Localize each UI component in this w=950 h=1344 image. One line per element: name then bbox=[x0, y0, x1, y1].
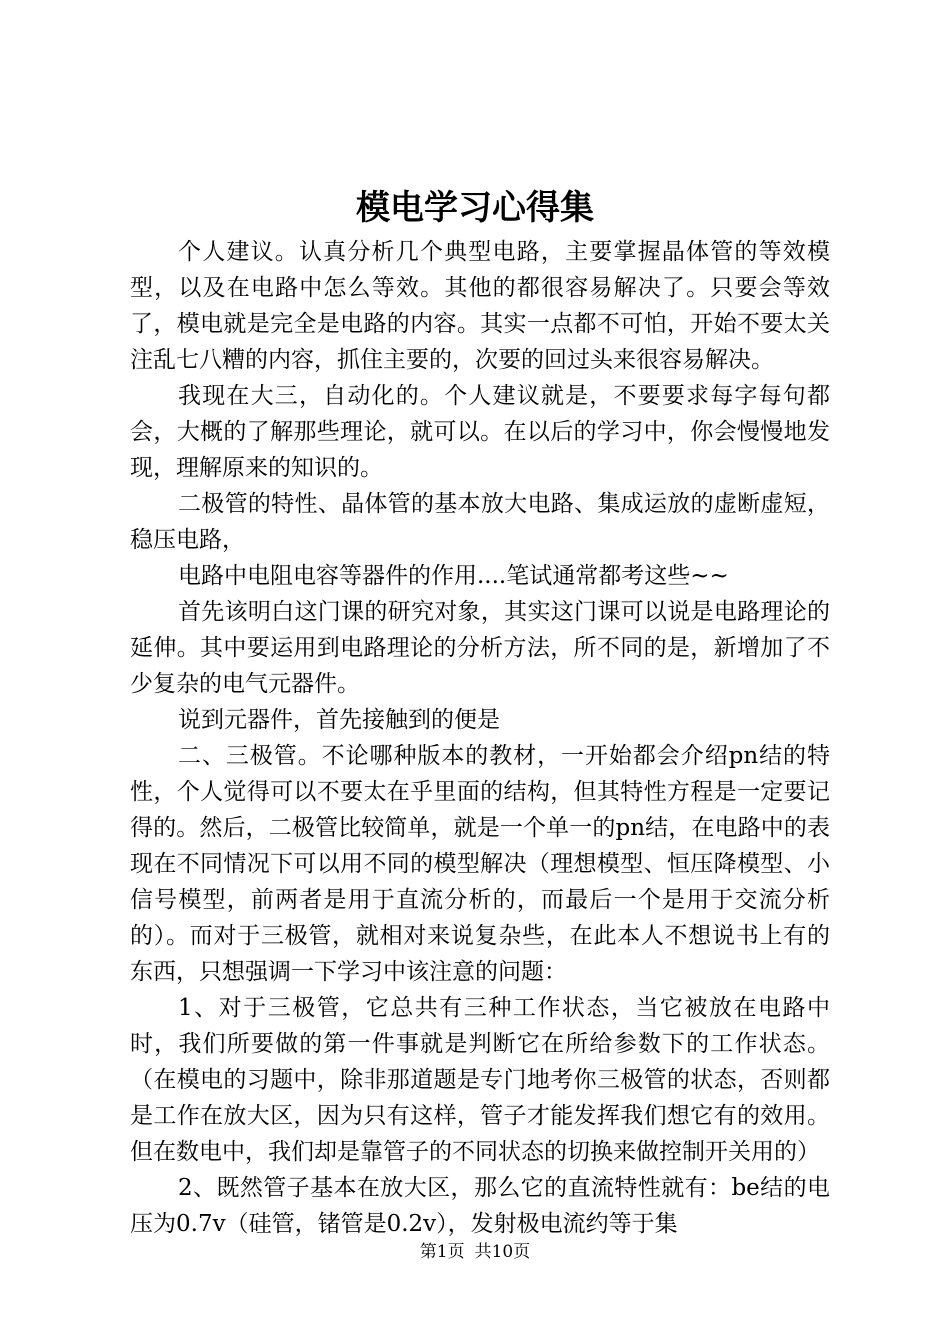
paragraph: 二极管的特性、晶体管的基本放大电路、集成运放的虚断虚短，稳压电路， bbox=[130, 491, 830, 553]
paragraph: 电路中电阻电容等器件的作用....笔试通常都考这些~~ bbox=[178, 563, 729, 589]
paragraph: 说到元器件，首先接触到的便是 bbox=[178, 707, 500, 733]
paragraph: 二、三极管。不论哪种版本的教材，一开始都会介绍pn结的特性，个人觉得可以不要太在乎里面的结构，但其特性方程是一定要记得的。然后，二极管比较简单，就是一个单一的pn结，在电路中的表现在不同情况下可以用不同的模型解决（理想模型、恒压降模型、小信号模型，前两者是用于直流分析的，而最后一个是用于交流分析的）。而对于三极管，就相对来说复杂些，在此本人不想说书上有的东西，只想强调一下学习中该注意的问题： bbox=[130, 743, 830, 985]
paragraph: 我现在大三，自动化的。个人建议就是，不要要求每字每句都会，大概的了解那些理论，就可以。在以后的学习中，你会慢慢地发现，理解原来的知识的。 bbox=[130, 383, 830, 481]
paragraph: 首先该明白这门课的研究对象，其实这门课可以说是电路理论的延伸。其中要运用到电路理论的分析方法，所不同的是，新增加了不少复杂的电气元器件。 bbox=[130, 599, 830, 697]
document-title: 模电学习心得集 bbox=[356, 188, 594, 228]
page-footer bbox=[0, 1240, 950, 1264]
document-body bbox=[130, 234, 830, 1242]
paragraph: 1、对于三极管，它总共有三种工作状态，当它被放在电路中时，我们所要做的第一件事就是判断它在所给参数下的工作状态。（在模电的习题中，除非那道题是专门地考你三极管的状态，否则都是工作在放大区，因为只有这样，管子才能发挥我们想它有的效用。但在数电中，我们却是靠管子的不同状态的切换来做控制开关用的） bbox=[130, 995, 830, 1165]
paragraph: 个人建议。认真分析几个典型电路，主要掌握晶体管的等效模型，以及在电路中怎么等效。其他的都很容易解决了。只要会等效了，模电就是完全是电路的内容。其实一点都不可怕，开始不要太关注乱七八糟的内容，抓住主要的，次要的回过头来很容易解决。 bbox=[130, 239, 830, 373]
page-total: 共10页 bbox=[474, 1242, 531, 1262]
paragraph: 2、既然管子基本在放大区，那么它的直流特性就有：be结的电压为0.7v（硅管，锗管是0.2v），发射极电流约等于集 bbox=[130, 1175, 830, 1237]
page-number: 第1页 bbox=[419, 1242, 465, 1262]
